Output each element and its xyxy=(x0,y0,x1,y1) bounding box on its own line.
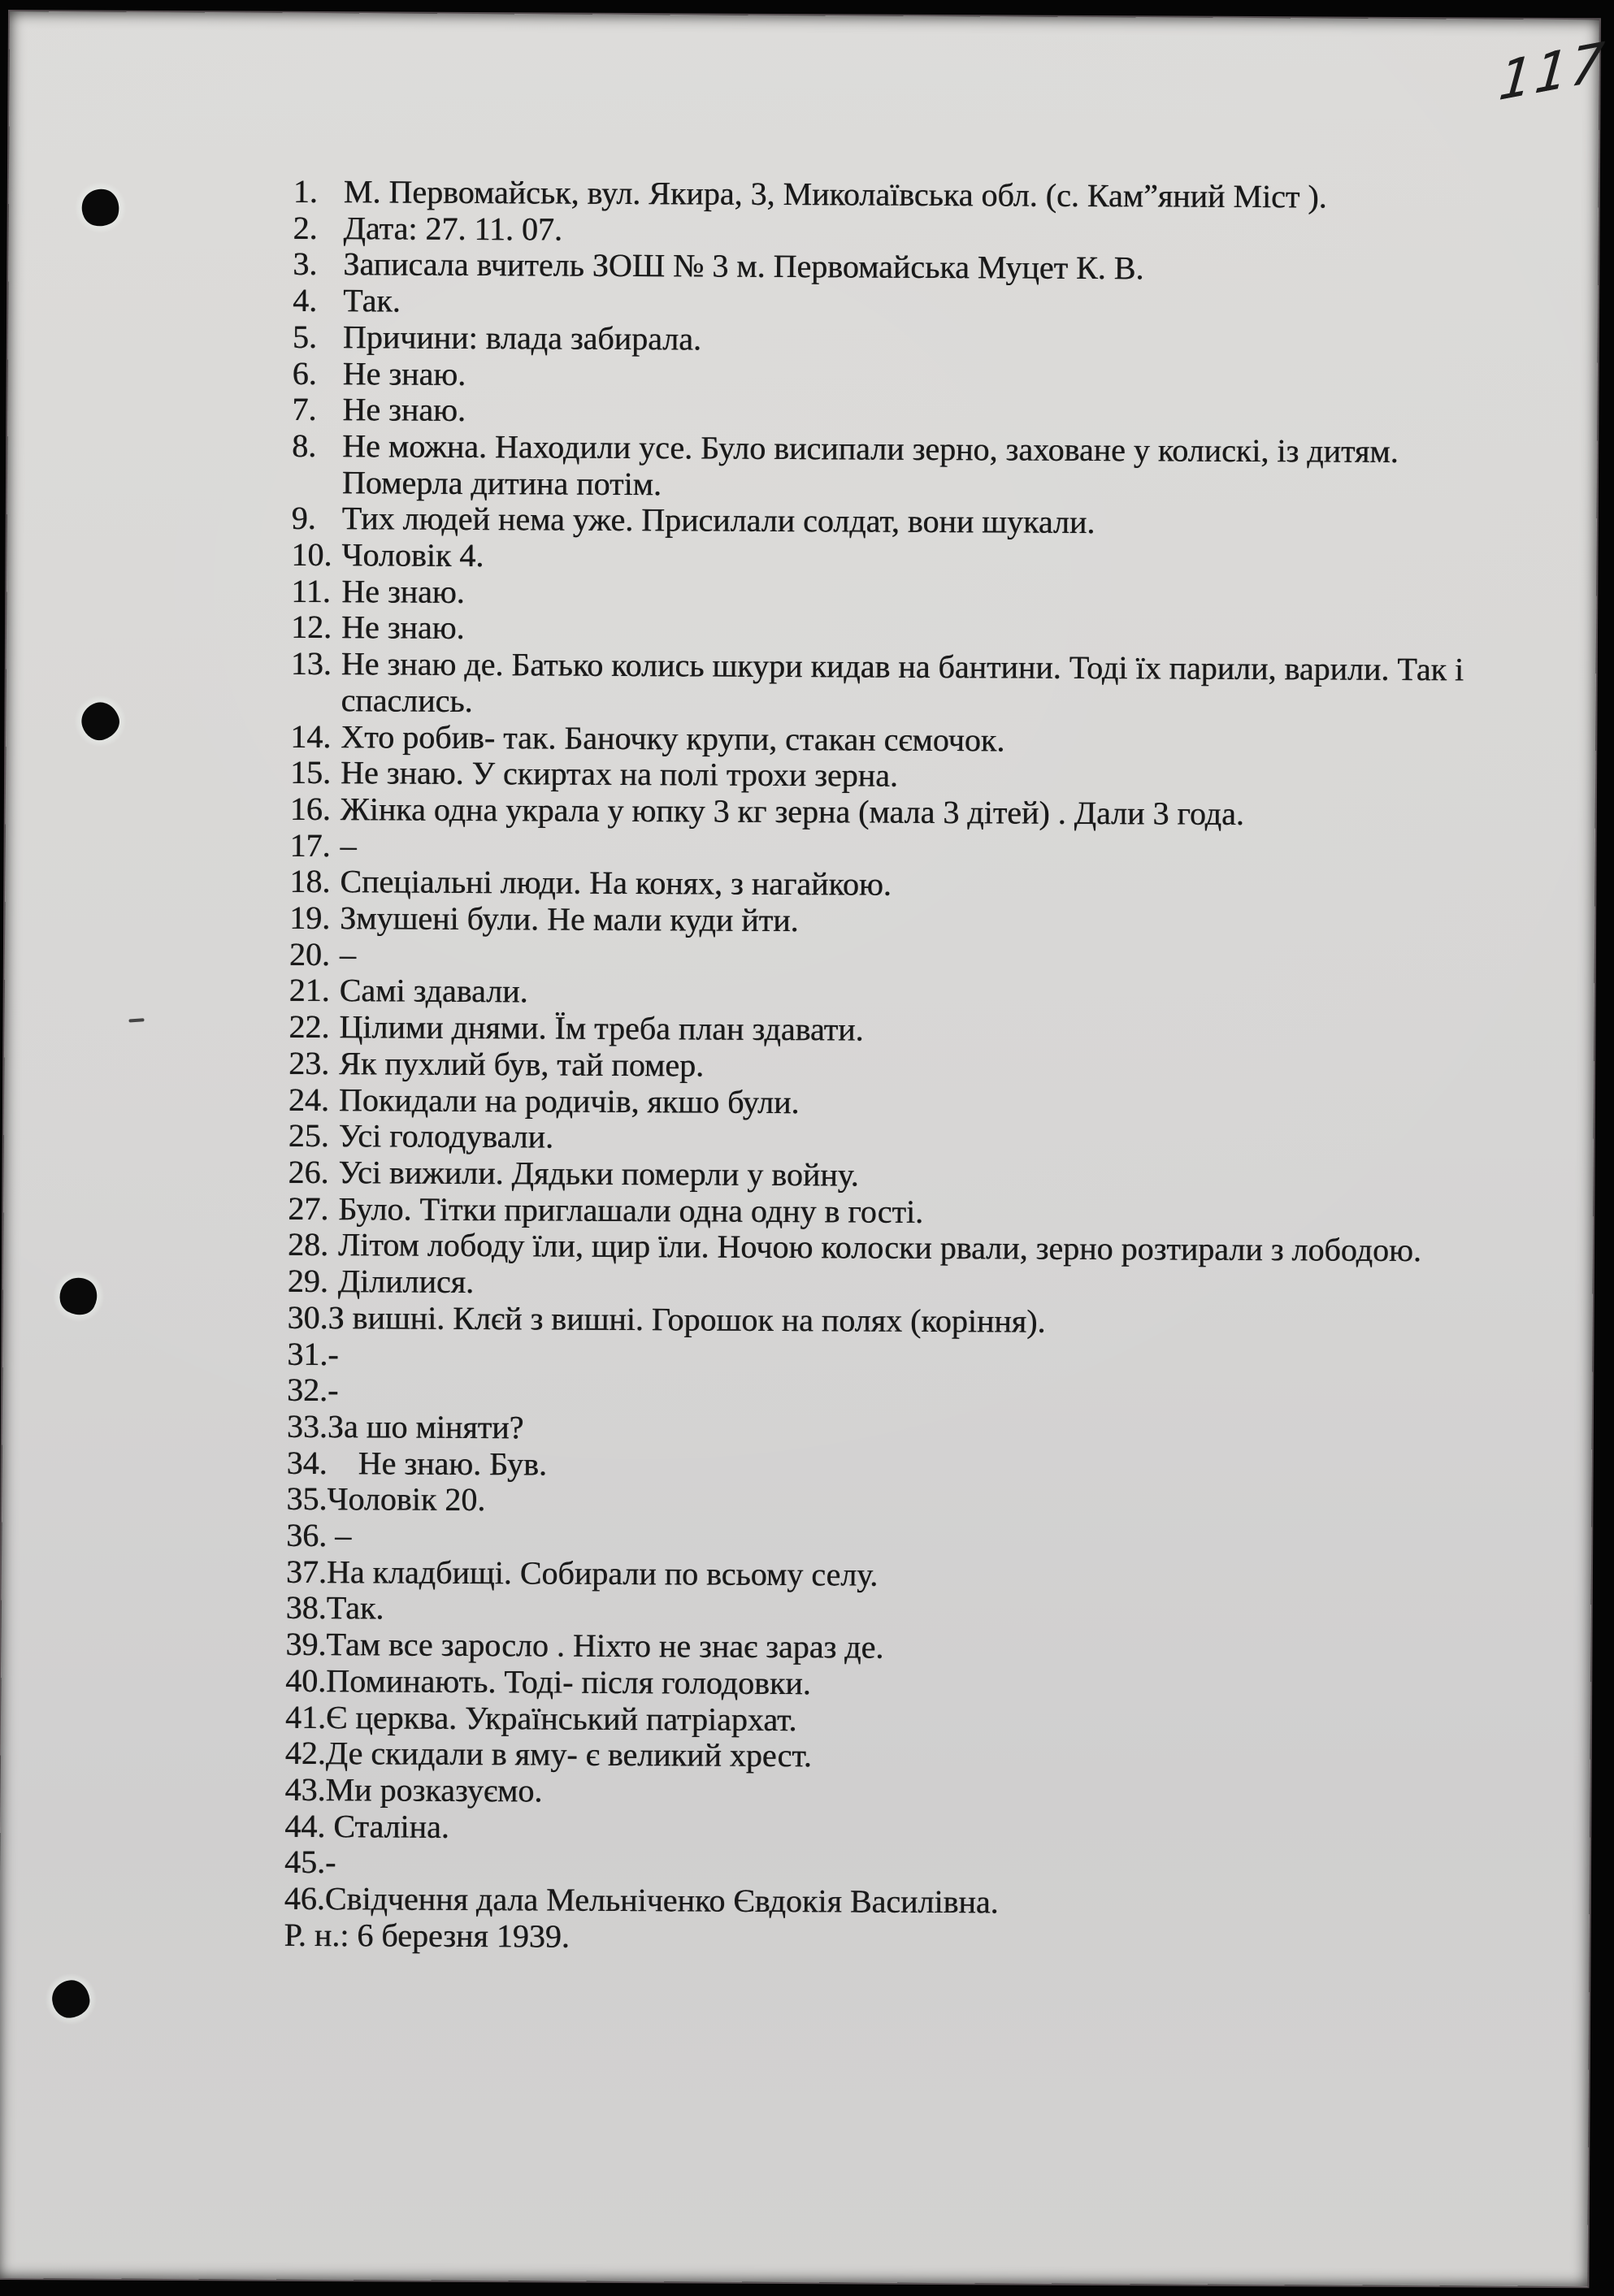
list-item-text: Так. xyxy=(343,282,401,319)
list-item-number: 35. xyxy=(286,1480,328,1518)
list-item xyxy=(292,428,1535,507)
list-item-number: 1. xyxy=(293,172,318,210)
list-item-text: Не можна. Находили усе. Було висипали зерно, заховане у колискі, із дитям. Померла дитина потім. xyxy=(341,427,1399,502)
list-item-number: 31. xyxy=(287,1335,328,1372)
list-item-number: 21. xyxy=(289,972,330,1009)
footer-line: Р. н.: 6 березня 1939. xyxy=(284,1916,570,1955)
list-item-text: Не знаю де. Батько колись шкури кидав на бантини. Тоді їх парили, варили. Так і спаслись. xyxy=(341,645,1464,719)
list-item-text: Поминають. Тоді- після голодовки. xyxy=(326,1661,811,1702)
list-item-number: 2. xyxy=(293,209,318,246)
list-item-number: 6. xyxy=(292,354,317,392)
list-item xyxy=(291,574,1534,617)
list-item-number: 38. xyxy=(285,1589,327,1627)
list-item xyxy=(287,1336,1530,1379)
list-item-number: 12. xyxy=(290,609,332,646)
hole-punch xyxy=(72,179,129,236)
list-item-text: – xyxy=(340,826,357,864)
list-item-text: Цілими днями. Їм треба план здавати. xyxy=(339,1008,864,1048)
list-item-text: Де скидали в яму- є великий хрест. xyxy=(325,1735,812,1774)
list-item-text: З вишні. Клєй з вишні. Горошок на полях (коріння). xyxy=(328,1298,1046,1340)
list-item-number: 23. xyxy=(289,1044,330,1081)
list-item-text: Свідчення дала Мельніченко Євдокія Василівна. xyxy=(324,1880,999,1921)
list-item-number: 13. xyxy=(290,644,332,682)
list-item-text: Усі вижили. Дядьки померли у войну. xyxy=(338,1154,859,1193)
hole-punch xyxy=(50,1267,107,1324)
testimony-list xyxy=(284,174,1537,1924)
hole-punch-blob xyxy=(50,1978,91,2019)
list-item-number: 24. xyxy=(288,1081,330,1118)
list-item xyxy=(288,1227,1531,1270)
list-item-number: 39. xyxy=(285,1625,327,1663)
list-item-number: 46. xyxy=(284,1879,325,1917)
list-item-number: 17. xyxy=(289,826,331,864)
list-item xyxy=(287,1300,1530,1343)
list-item xyxy=(293,355,1536,398)
pen-dash-mark xyxy=(128,1018,144,1022)
list-item-text: Не знаю. xyxy=(341,572,465,610)
hole-punch-blob xyxy=(54,1271,104,1321)
list-item-text: Там все заросло . Ніхто не знає зараз де. xyxy=(326,1626,884,1666)
list-item-number: 25. xyxy=(288,1117,329,1154)
list-item-text: Хто робив- так. Баночку крупи, стакан сємочок. xyxy=(341,717,1005,758)
list-item xyxy=(286,1481,1529,1524)
list-item-text: Дата: 27. 11. 07. xyxy=(343,209,563,248)
hole-punch-blob xyxy=(77,698,124,745)
list-item-text: – xyxy=(335,1517,352,1554)
list-item-number: 34. xyxy=(286,1444,328,1481)
handwritten-page-number: 117 xyxy=(1496,31,1610,114)
list-item-number: 19. xyxy=(289,899,331,937)
hole-punch xyxy=(72,692,128,749)
list-item-number: 22. xyxy=(289,1007,330,1046)
list-item-number: 44. xyxy=(284,1807,326,1844)
list-item xyxy=(293,319,1536,362)
list-item xyxy=(291,537,1534,580)
list-item-text: За шо міняти? xyxy=(327,1407,524,1446)
list-item-text: Не знаю. xyxy=(342,391,466,429)
list-item-text: Не знаю. Був. xyxy=(358,1444,548,1483)
list-item-text: Змушені були. Не мали куди йти. xyxy=(340,899,799,939)
list-item xyxy=(290,791,1534,834)
list-item xyxy=(284,1808,1528,1851)
list-item-text: Усі голодували. xyxy=(338,1117,554,1155)
list-item-text: Записала вчитель ЗОШ № 3 м. Первомайська Муцет К. В. xyxy=(343,245,1144,287)
list-item-text: Як пухлий був, тай помер. xyxy=(339,1045,705,1084)
list-item-text: Є церква. Український патріархат. xyxy=(325,1698,797,1738)
list-item-text: - xyxy=(328,1371,339,1409)
list-item-number: 16. xyxy=(289,790,331,828)
list-item-number: 40. xyxy=(285,1661,327,1699)
testimony-content xyxy=(284,174,1536,1960)
list-item-text: Літом лободу їли, щир їли. Ночою колоски рвали, зерно розтирали з лободою. xyxy=(337,1226,1422,1269)
list-item-number: 11. xyxy=(291,572,331,609)
list-item-number: 42. xyxy=(284,1735,326,1772)
list-item xyxy=(286,1554,1529,1597)
list-item-number: 10. xyxy=(291,535,332,574)
list-item xyxy=(290,646,1534,725)
list-item-text: Було. Тітки приглашали одна одну в гості. xyxy=(338,1189,924,1230)
list-item-number: 15. xyxy=(289,754,332,791)
list-item-text: Ділилися. xyxy=(337,1263,475,1301)
list-item-number: 3. xyxy=(293,245,318,283)
list-item-text: - xyxy=(328,1335,339,1372)
list-item-number: 43. xyxy=(284,1770,326,1809)
list-item-text: Не знаю. xyxy=(341,609,465,647)
list-item-text: Самі здавали. xyxy=(339,972,528,1010)
list-item-text: Причини: влада забирала. xyxy=(342,318,702,357)
list-item-number: 7. xyxy=(292,391,317,428)
list-item-text: Тих людей нема уже. Присилали солдат, вони шукали. xyxy=(341,500,1096,541)
list-item-number: 29. xyxy=(287,1262,328,1300)
list-item-number: 27. xyxy=(288,1189,329,1227)
list-item-number: 45. xyxy=(284,1843,326,1881)
hole-punch xyxy=(42,1970,99,2027)
list-item-text: Не знаю. xyxy=(342,354,466,392)
list-item-text: Ми розказуємо. xyxy=(325,1771,543,1809)
list-item-number: 37. xyxy=(285,1553,328,1590)
list-item-text: Не знаю. У скиртах на полі трохи зерна. xyxy=(340,754,899,794)
list-item-number: 30. xyxy=(287,1298,328,1336)
list-item-number: 26. xyxy=(288,1153,329,1191)
paper-sheet xyxy=(0,11,1610,2286)
list-item-text: Жінка одна украла у юпку 3 кг зерна (мала 3 дітей) . Дали 3 года. xyxy=(340,791,1244,832)
list-item-number: 28. xyxy=(287,1226,329,1263)
list-item-number: 5. xyxy=(292,318,318,355)
list-item-number: 41. xyxy=(284,1698,327,1735)
list-item-number: 36. xyxy=(286,1516,328,1554)
list-item-number: 18. xyxy=(289,863,331,900)
list-item-number: 14. xyxy=(290,717,332,755)
list-item-text: М. Первомайськ, вул. Якира, 3, Миколаївська обл. (с. Кам”яний Міст ). xyxy=(343,173,1327,215)
list-item-text: Чоловік 4. xyxy=(341,536,484,574)
hole-punch-blob xyxy=(78,185,123,230)
list-item-text: Спеціальні люди. На конях, з нагайкою. xyxy=(340,863,892,903)
list-item-text: Чоловік 20. xyxy=(327,1480,486,1518)
list-item-text: - xyxy=(324,1843,336,1881)
list-item xyxy=(284,1772,1528,1815)
list-item-text: Сталіна. xyxy=(333,1807,449,1845)
list-item-number: 33. xyxy=(286,1407,328,1445)
list-item-number: 8. xyxy=(292,427,317,464)
list-item-number: 20. xyxy=(289,935,331,973)
list-item-text: – xyxy=(339,935,357,973)
list-item-number: 32. xyxy=(287,1371,328,1409)
list-item-text: Покидали на родичів, якшо були. xyxy=(338,1081,800,1120)
list-item xyxy=(293,246,1536,289)
list-item-text: Так. xyxy=(326,1589,384,1627)
list-item-number: 9. xyxy=(291,500,316,537)
list-item-number: 4. xyxy=(293,281,318,319)
list-item xyxy=(289,900,1533,943)
list-item-text: На кладбищі. Собирали по всьому селу. xyxy=(326,1553,879,1593)
